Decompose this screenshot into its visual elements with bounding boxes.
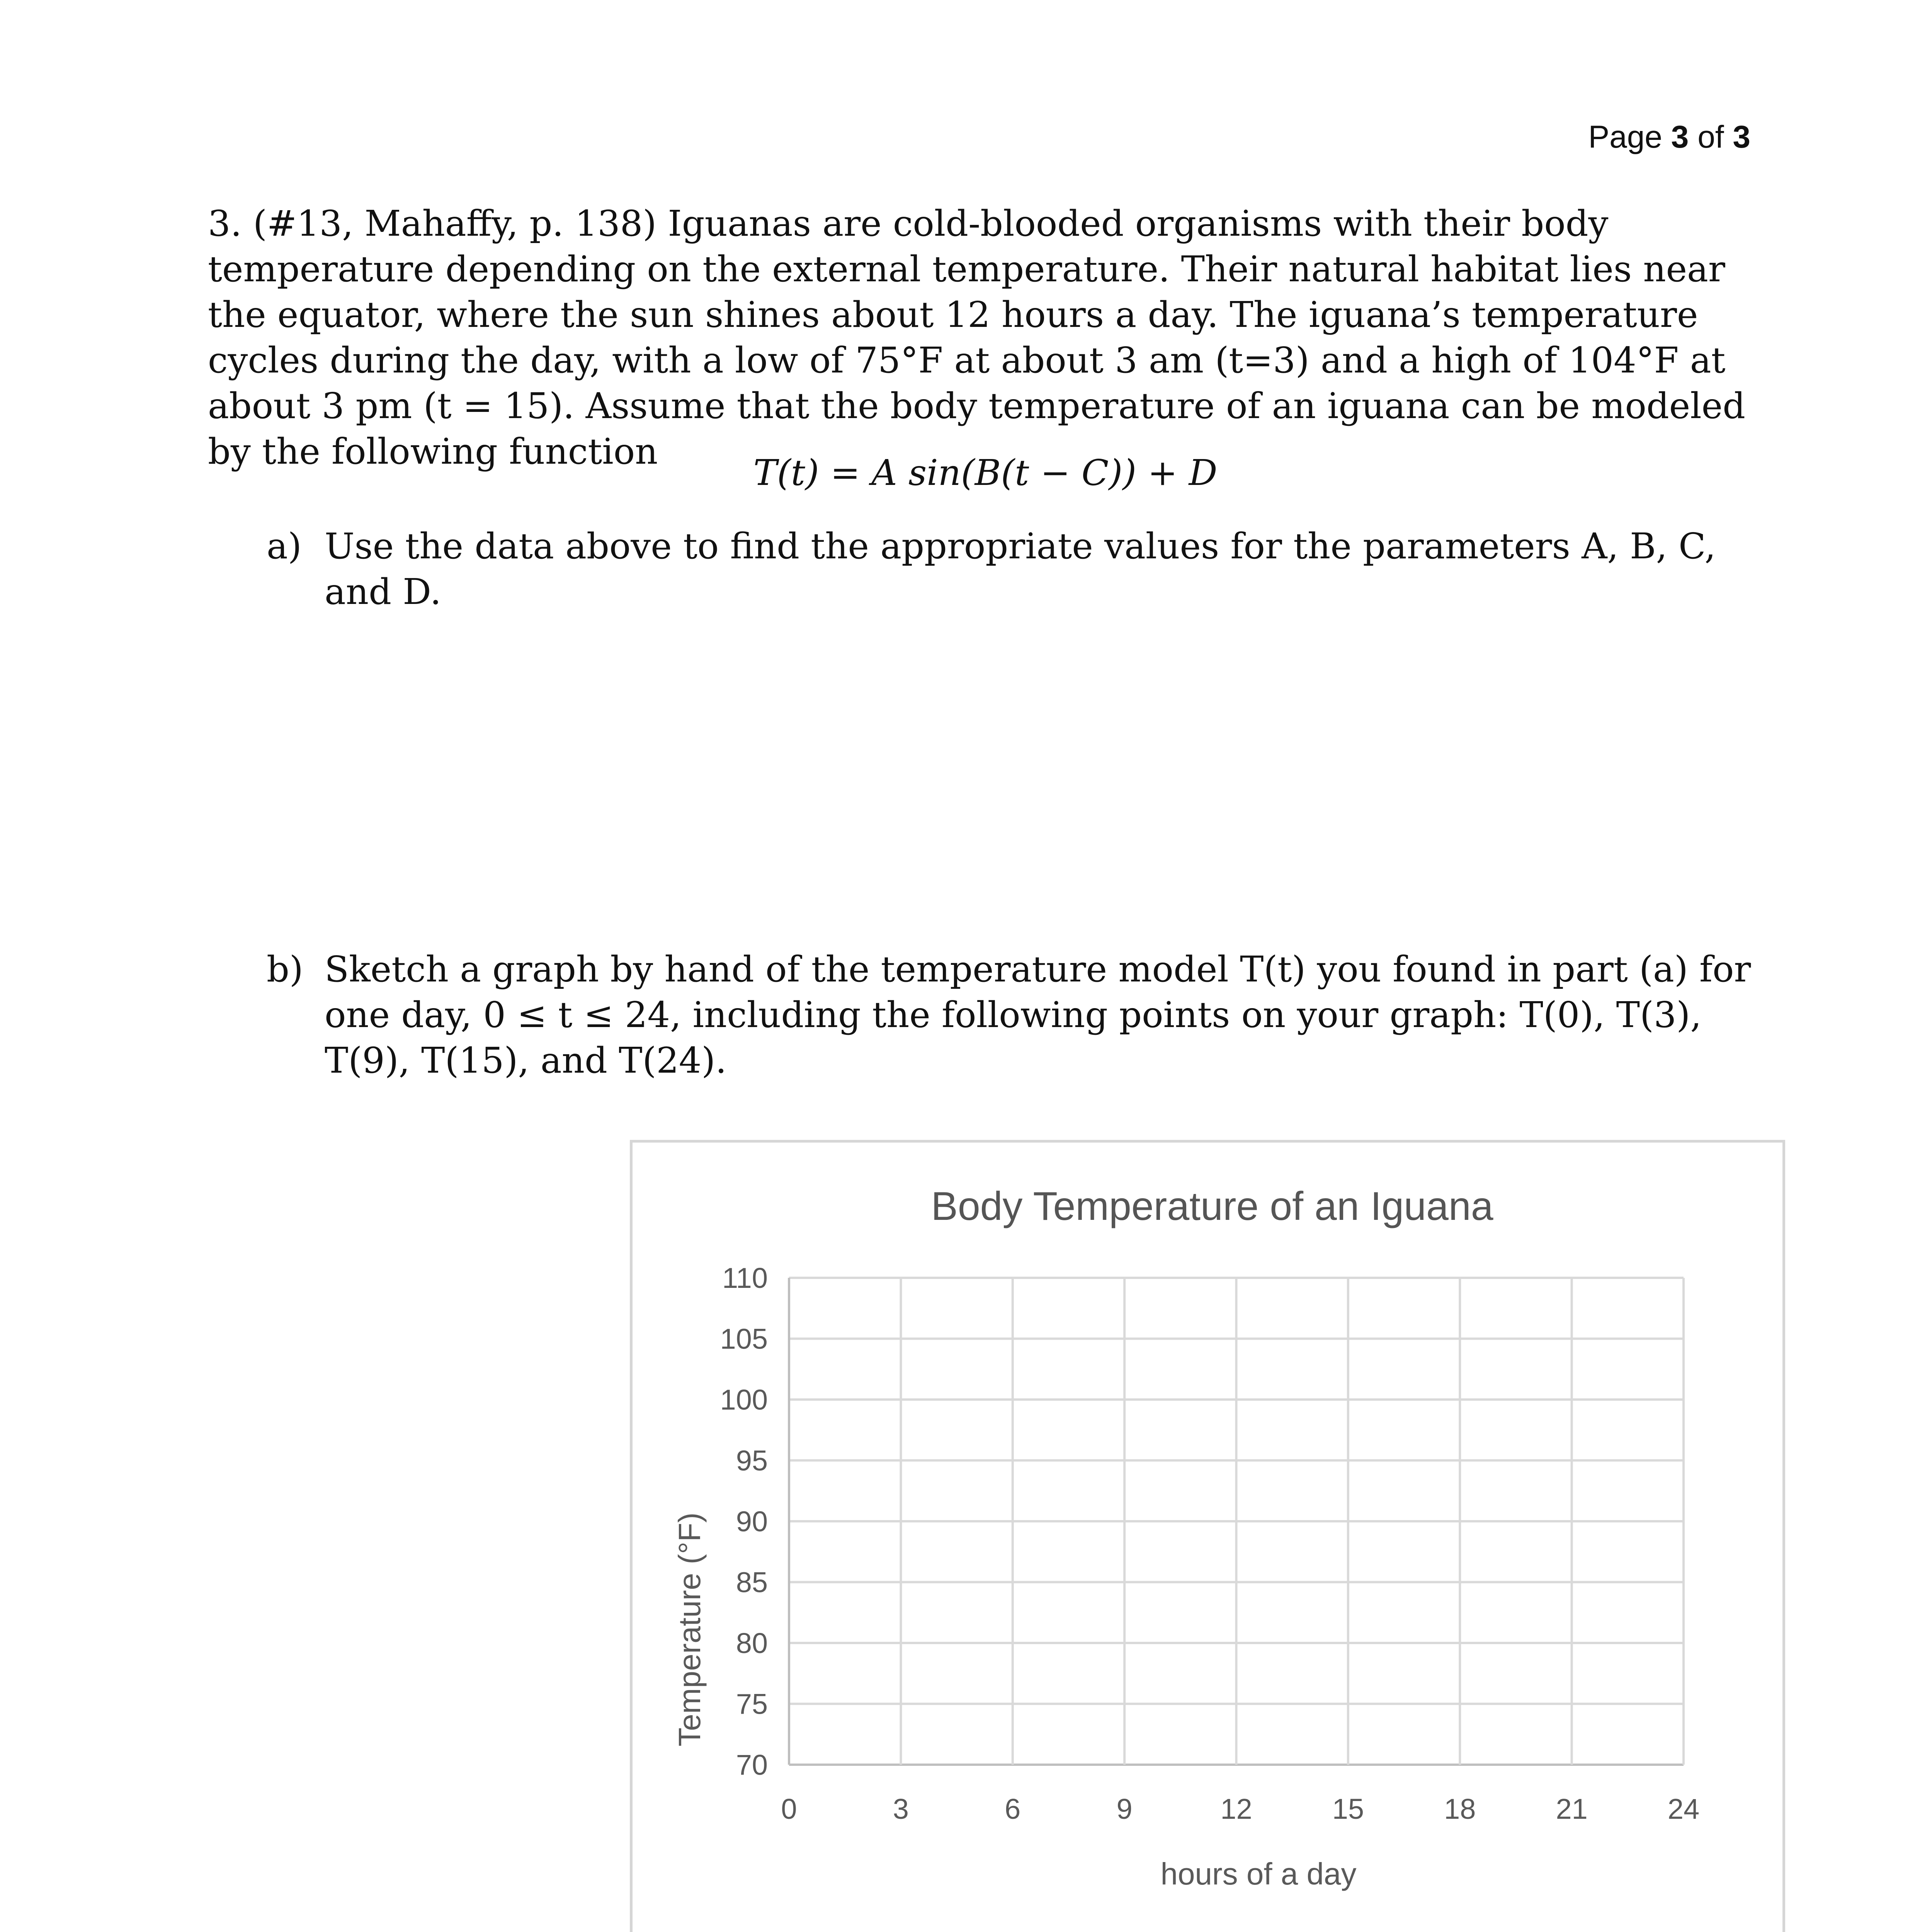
model-equation: T(t) = A sin(B(t − C)) + D [753,452,1218,493]
iguana-chart [630,1140,1785,1932]
x-tick-label: 12 [1220,1793,1252,1825]
part-a-label: a) [267,526,302,567]
grid-layer [789,1278,1684,1765]
y-tick-label: 110 [722,1262,768,1294]
page-total: 3 [1733,119,1750,155]
y-tick-label: 90 [736,1505,768,1537]
part-b-text: Sketch a graph by hand of the temperature model T(t) you found in part (a) for one day, 0 ≤ t ≤ 24, including the following points on your graph: T(0), T(3), T(9), T(15), and T(24). [325,949,1751,1081]
problem-intro: 3. (#13, Mahaffy, p. 138) Iguanas are cold-blooded organisms with their body temperature depending on the external temperature. Their natural habitat lies near the equator, where the sun shines about 12 hours a day. The iguana’s temperature cycles during the day, with a low of 75°F at about 3 am (t=3) and a high of 104°F at about 3 pm (t = 15). Assume that the body temperature of an iguana can be modeled by the following function [208,203,1745,472]
y-tick-label: 80 [736,1627,768,1659]
x-tick-label: 21 [1556,1793,1588,1825]
page-current: 3 [1671,119,1689,155]
x-tick-label: 3 [893,1793,909,1825]
y-tick-label: 95 [736,1444,768,1477]
x-tick-label: 15 [1332,1793,1364,1825]
x-axis-label: hours of a day [1160,1857,1357,1891]
page-of: of [1697,119,1724,155]
x-tick-label: 24 [1667,1793,1700,1825]
y-tick-label: 75 [736,1688,768,1720]
part-b [267,947,1762,1083]
y-tick-label: 85 [736,1566,768,1599]
chart-canvas [633,1143,1782,1932]
y-tick-label: 70 [736,1749,768,1781]
y-axis-label: Temperature (°F) [672,1512,707,1747]
part-a [267,524,1762,615]
page-number [1588,119,1750,155]
y-tick-label: 100 [720,1384,768,1416]
y-tick-label: 105 [720,1323,768,1355]
x-tick-label: 9 [1116,1793,1133,1825]
chart-title: Body Temperature of an Iguana [931,1184,1493,1229]
page-prefix: Page [1588,119,1662,155]
tick-layer [720,1262,1700,1825]
part-b-label: b) [267,949,303,990]
part-a-text: Use the data above to find the appropriate values for the parameters A, B, C, and D. [325,526,1716,612]
x-tick-label: 0 [781,1793,797,1825]
x-tick-label: 6 [1005,1793,1021,1825]
x-tick-label: 18 [1444,1793,1476,1825]
